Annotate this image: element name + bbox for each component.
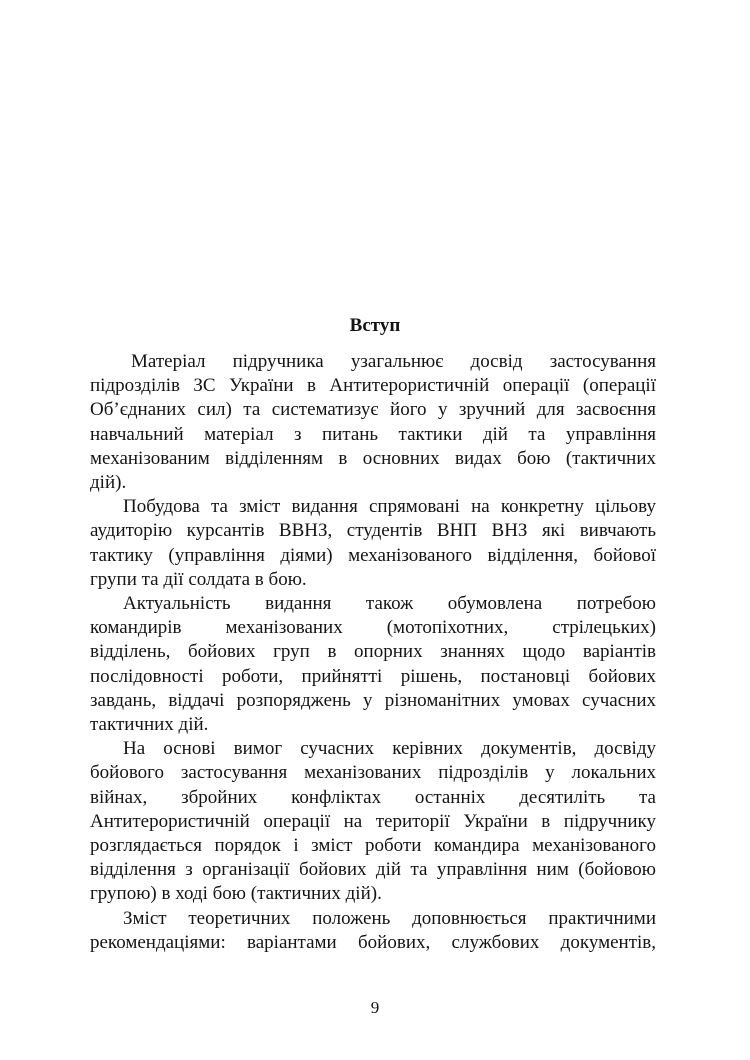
- paragraph-line: командирів механізованих (мотопіхотних, стрілецьких): [90, 617, 656, 639]
- paragraph-line: Актуальність видання також обумовлена потребою: [123, 593, 656, 615]
- paragraph-line: навчальний матеріал з питань тактики дій та управління: [90, 423, 656, 445]
- paragraph-line: тактику (управління діями) механізованого відділення, бойової: [90, 544, 656, 566]
- paragraph-line: тактичних дій.: [90, 714, 209, 736]
- paragraph-2: [90, 495, 656, 592]
- paragraph-line: Побудова та зміст видання спрямовані на конкретну цільову: [123, 496, 656, 518]
- paragraph-line: Об’єднаних сил) та систематизує його у зручний для засвоєння: [90, 399, 656, 421]
- paragraph-line: дій).: [90, 472, 127, 494]
- paragraph-line: Антитерористичній операції на території України в підручнику: [90, 810, 656, 832]
- paragraph-line: групи та дії солдата в бою.: [90, 568, 307, 590]
- paragraph-line: відділень, бойових груп в опорних знаннях щодо варіантів: [90, 641, 656, 663]
- paragraph-line: завдань, віддачі розпоряджень у різноманітних умовах сучасних: [90, 689, 656, 711]
- paragraph-line: підрозділів ЗС України в Антитерористичній операції (операції: [90, 375, 656, 397]
- paragraph-line: механізованим відділенням в основних видах бою (тактичних: [90, 447, 656, 469]
- paragraph-line: війнах, збройних конфліктах останніх десятиліть та: [90, 786, 656, 808]
- paragraph-line: Матеріал підручника узагальнює досвід застосування: [131, 351, 656, 372]
- paragraph-line: бойового застосування механізованих підрозділів у локальних: [90, 762, 656, 784]
- body-text: [90, 350, 656, 955]
- paragraph-line: рекомендаціями: варіантами бойових, службових документів,: [90, 931, 656, 953]
- paragraph-3: [90, 592, 656, 737]
- section-title: Вступ: [349, 315, 401, 336]
- paragraph-4: [90, 737, 656, 906]
- paragraph-line: Зміст теоретичних положень доповнюється практичними: [123, 907, 656, 929]
- paragraph-5: [90, 907, 656, 955]
- paragraph-line: відділення з організації бойових дій та управління ним (бойовою: [90, 859, 656, 881]
- paragraph-line: послідовності роботи, прийнятті рішень, постановці бойових: [90, 665, 656, 687]
- paragraph-line: розглядається порядок і зміст роботи командира механізованого: [90, 835, 656, 857]
- page-number: 9: [370, 998, 380, 1017]
- paragraph-line: групою) в ході бою (тактичних дій).: [90, 883, 382, 905]
- paragraph-line: На основі вимог сучасних керівних документів, досвіду: [123, 738, 656, 760]
- paragraph-line: аудиторію курсантів ВВНЗ, студентів ВНП ВНЗ які вивчають: [90, 520, 656, 542]
- paragraph-1: [90, 350, 656, 495]
